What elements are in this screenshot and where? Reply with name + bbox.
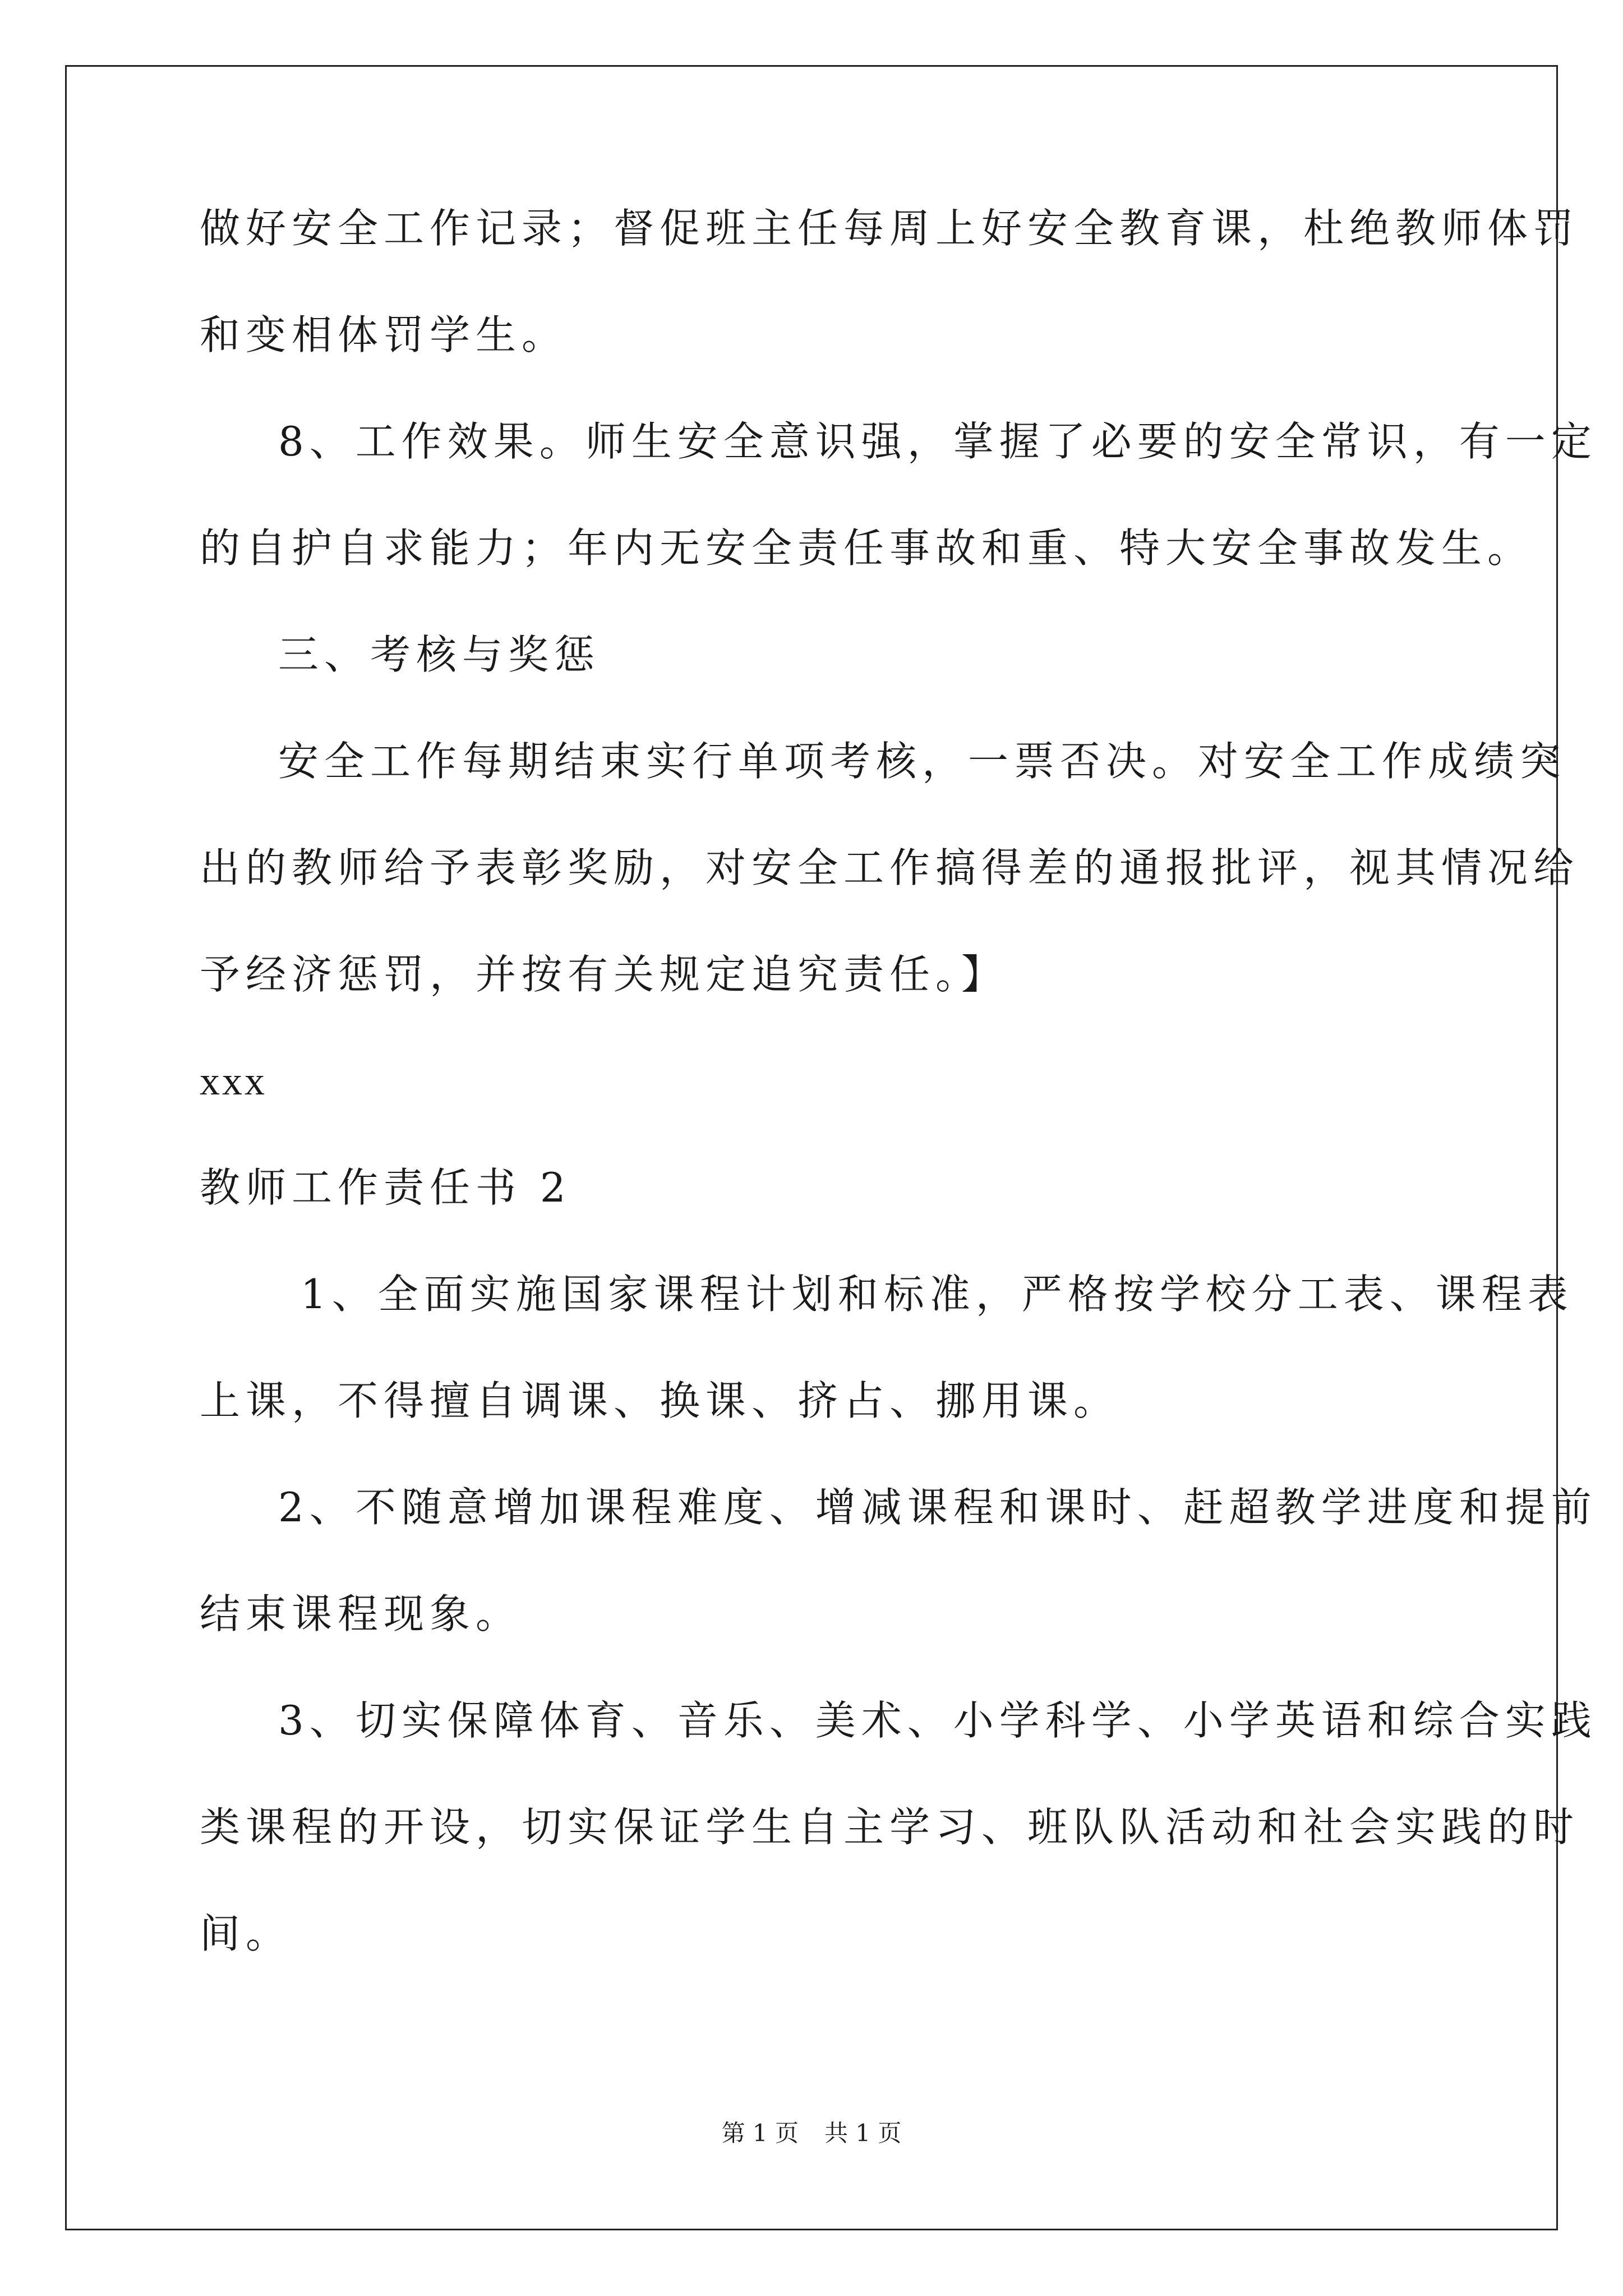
paragraph-line: 3、切实保障体育、音乐、美术、小学科学、小学英语和综合实践	[278, 1697, 1597, 1744]
paragraph-line: 类课程的开设，切实保证学生自主学习、班队队活动和社会实践的时	[200, 1803, 1580, 1851]
paragraph-line: 出的教师给予表彰奖励，对安全工作搞得差的通报批评，视其情况给	[200, 844, 1580, 891]
paragraph-line: 间。	[200, 1910, 292, 1957]
page-total: 共 1 页	[824, 2119, 902, 2147]
page-number: 第 1 页	[721, 2119, 799, 2147]
document-title: 教师工作责任书 2	[200, 1164, 571, 1211]
page-footer	[0, 2119, 1623, 2147]
paragraph-line: 上课，不得擅自调课、换课、挤占、挪用课。	[200, 1377, 1120, 1424]
paragraph-line: 结束课程现象。	[200, 1590, 522, 1637]
paragraph-line: 和变相体罚学生。	[200, 311, 568, 358]
paragraph-line: 1、全面实施国家课程计划和标准，严格按学校分工表、课程表	[301, 1271, 1574, 1318]
page-border	[65, 65, 1558, 2230]
section-heading: 三、考核与奖惩	[278, 631, 601, 678]
placeholder-text: xxx	[200, 1059, 267, 1103]
paragraph-line: 2、不随意增加课程难度、增减课程和课时、赶超教学进度和提前	[278, 1484, 1597, 1531]
paragraph-line: 8、工作效果。师生安全意识强，掌握了必要的安全常识，有一定	[278, 418, 1597, 465]
paragraph-line: 的自护自求能力；年内无安全责任事故和重、特大安全事故发生。	[200, 524, 1534, 572]
paragraph-line: 予经济惩罚，并按有关规定追究责任。】	[200, 951, 1008, 998]
paragraph-line: 做好安全工作记录；督促班主任每周上好安全教育课，杜绝教师体罚	[200, 205, 1580, 252]
paragraph-line: 安全工作每期结束实行单项考核，一票否决。对安全工作成绩突	[278, 738, 1566, 785]
